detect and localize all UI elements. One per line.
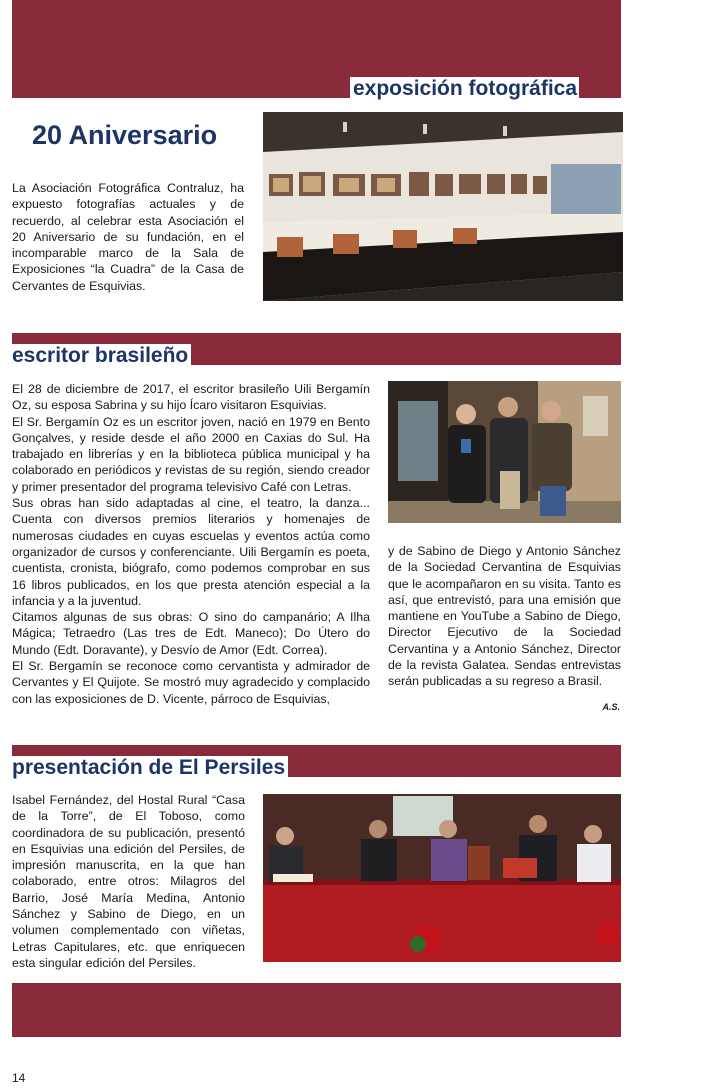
persiles-text: Isabel Fernández, del Hostal Rural “Casa de la Torre”, de El Toboso, como coordinadora de su publicación, presentó en Esquivias una edición del Persiles, de impresión manuscrita, en la que han colaborado, entre otros: Milagros del Barrio, José María Medina, Antonio Sánchez y Sabino de Diego, en un volumen complementado con viñetas, Letras Capitulares, etc. que enriquecen esta singular edición del Persiles. <box>12 793 245 970</box>
escritor-text <box>12 381 370 707</box>
escritor-paragraph: Sus obras han sido adaptadas al cine, el teatro, la danza... Cuenta con diversos premios literarios y homenajes de numerosas ciudades en cuyas escuelas y eventos actúa como organizador de cursos y conferenciante. Uili Bergamín es poeta, cuentista, cronista, biógrafo, como podemos comprobar en sus 16 libros publicados, en los que presta atención especial a la infancia y a la juventud. <box>12 496 370 608</box>
exhibition-photo <box>263 112 623 301</box>
author-signature: A.S. <box>602 702 620 712</box>
section-header-persiles: presentación de El Persiles <box>12 756 288 778</box>
bottom-banner <box>12 983 621 1037</box>
escritor-paragraph: El 28 de diciembre de 2017, el escritor brasileño Uili Bergamín Oz, su esposa Sabrina y su hijo Ícaro visitaron Esquivias. <box>12 382 370 413</box>
page-number: 14 <box>12 1071 26 1085</box>
escritor-paragraph: El Sr. Bergamín Oz es un escritor joven, nació en 1979 en Bento Gonçalves, y reside desde el año 2000 en Caxias do Sul. Ha trabajado en librerías y en la biblioteca pública municipal y ha colaborado en periódicos y revistas de su región, siendo creador y primer presentador del programa televisivo Café con Letras. <box>12 414 370 494</box>
exposicion-text: La Asociación Fotográfica Contraluz, ha expuesto fotografías actuales y de recuerdo, al celebrar esta Asociación el 20 Aniversario de su fundación, en el incomparable marco de la Sala de Exposiciones “la Cuadra” de la Casa de Cervantes de Esquivias. <box>12 181 244 293</box>
escritor-continuation: y de Sabino de Diego y Antonio Sánchez de la Sociedad Cervantina de Esquivias que le acompañaron en su visita. Tanto es así, que entrevistó, para una emisión que mantiene en YouTube a Sabino de Diego, Director Ejecutivo de la Sociedad Cervantina y a Antonio Sánchez, Director de la revista Galatea. Sendas entrevistas serán publicadas a su regreso a Brasil. <box>388 544 621 689</box>
section-header-escritor: escritor brasileño <box>12 344 191 366</box>
article-title: 20 Aniversario <box>32 120 218 150</box>
presentation-photo <box>263 794 621 962</box>
writer-photo <box>388 381 621 523</box>
section-header-exposicion: exposición fotográfica <box>350 77 579 100</box>
escritor-paragraph: El Sr. Bergamín se reconoce como cervantista y admirador de Cervantes y El Quijote. Se mostró muy agradecido y complacido con las exposiciones de D. Vicente, párroco de Esquivias, <box>12 659 370 706</box>
escritor-paragraph: Citamos algunas de sus obras: O sino do campanário; A Ilha Mágica; Tetraedro (Las tres de Edt. Maneco); Do Útero do Mundo (Edt. Doravante), y Desvío de Amor (Edt. Correa). <box>12 610 370 657</box>
